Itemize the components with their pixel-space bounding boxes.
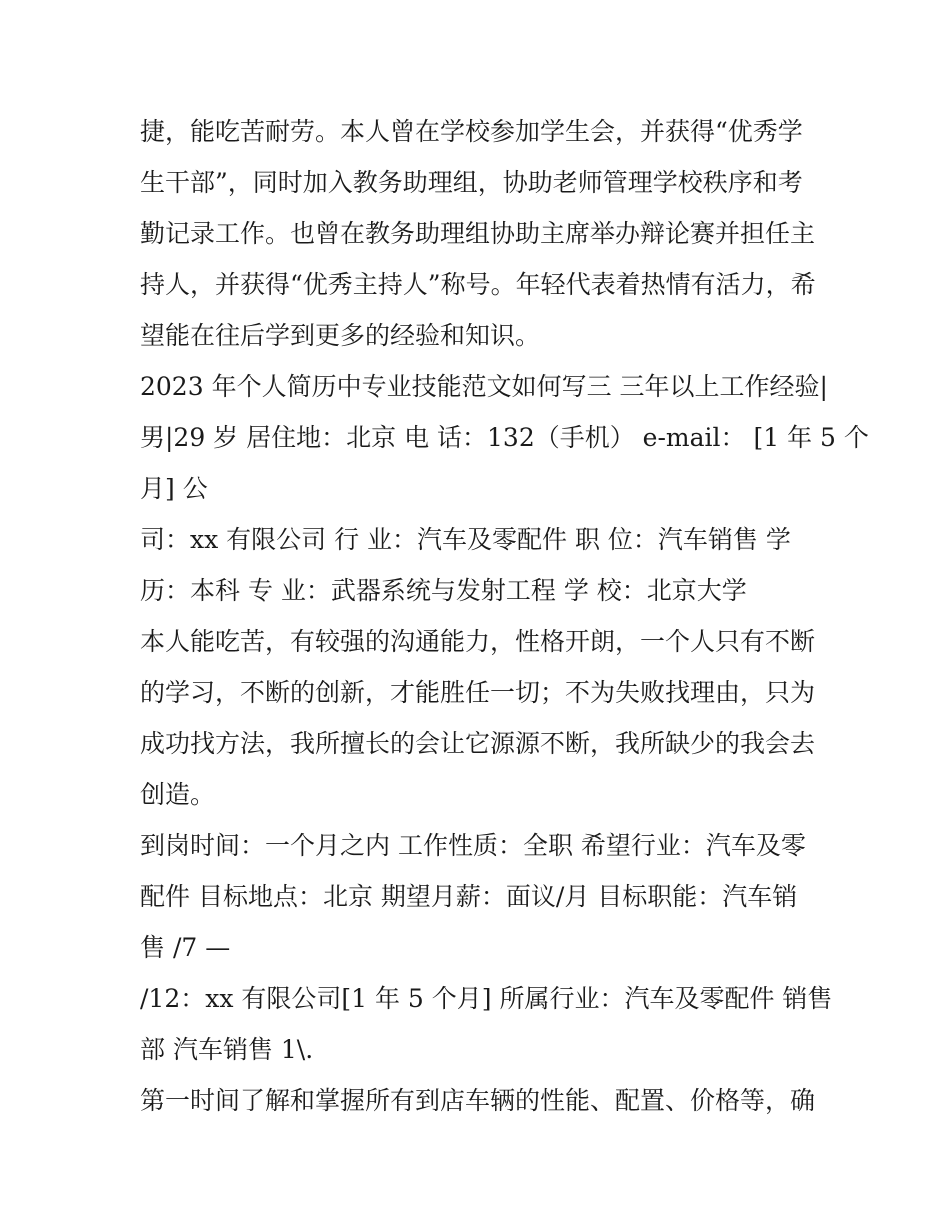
text-line: 历：本科 专 业：武器系统与发射工程 学 校：北京大学 [140,576,747,605]
text-line: 司：xx 有限公司 行 业：汽车及零配件 职 位：汽车销售 学 [140,525,791,554]
text-line: 的学习，不断的创新，才能胜任一切；不为失败找理由，只为 [140,678,816,707]
text-line: 成功找方法，我所擅长的会让它源源不断，我所缺少的我会去 [140,729,816,758]
text-line: 男|29 岁 居住地：北京 电 话：132（手机） e-mail： [1 年 5 个 [140,423,869,452]
text-line: 勤记录工作。也曾在教务助理组协助主席举办辩论赛并担任主 [140,219,816,248]
paragraph-job-intention [140,820,820,973]
text-line: 月] 公 [140,474,208,503]
paragraph-personal-statement [140,616,820,820]
text-line: 持人，并获得“优秀主持人”称号。年轻代表着热情有活力，希 [140,270,816,299]
paragraph-work-experience [140,973,833,1075]
text-line: 2023 年个人简历中专业技能范文如何写三 三年以上工作经验| [140,372,828,401]
document-body [140,106,869,1126]
text-line: 第一时间了解和掌握所有到店车辆的性能、配置、价格等，确 [140,1086,816,1115]
text-line: 望能在往后学到更多的经验和知识。 [140,321,541,350]
text-line: 捷，能吃苦耐劳。本人曾在学校参加学生会，并获得“优秀学 [140,117,803,146]
text-line: 生干部”，同时加入教务助理组，协助老师管理学校秩序和考 [140,168,803,197]
paragraph-self-evaluation-end [140,106,820,361]
text-line: /12：xx 有限公司[1 年 5 个月] 所属行业：汽车及零配件 销售 [140,984,833,1013]
paragraph-job-duties [140,1075,820,1126]
text-line: 到岗时间：一个月之内 工作性质：全职 希望行业：汽车及零 [140,831,806,860]
text-line: 售 /7 — [140,933,231,962]
text-line: 部 汽车销售 1\. [140,1035,314,1064]
paragraph-resume-header [140,361,869,514]
text-line: 配件 目标地点：北京 期望月薪：面议/月 目标职能：汽车销 [140,882,798,911]
text-line: 本人能吃苦，有较强的沟通能力，性格开朗，一个人只有不断 [140,627,816,656]
text-line: 创造。 [140,780,216,809]
paragraph-company-education [140,514,820,616]
